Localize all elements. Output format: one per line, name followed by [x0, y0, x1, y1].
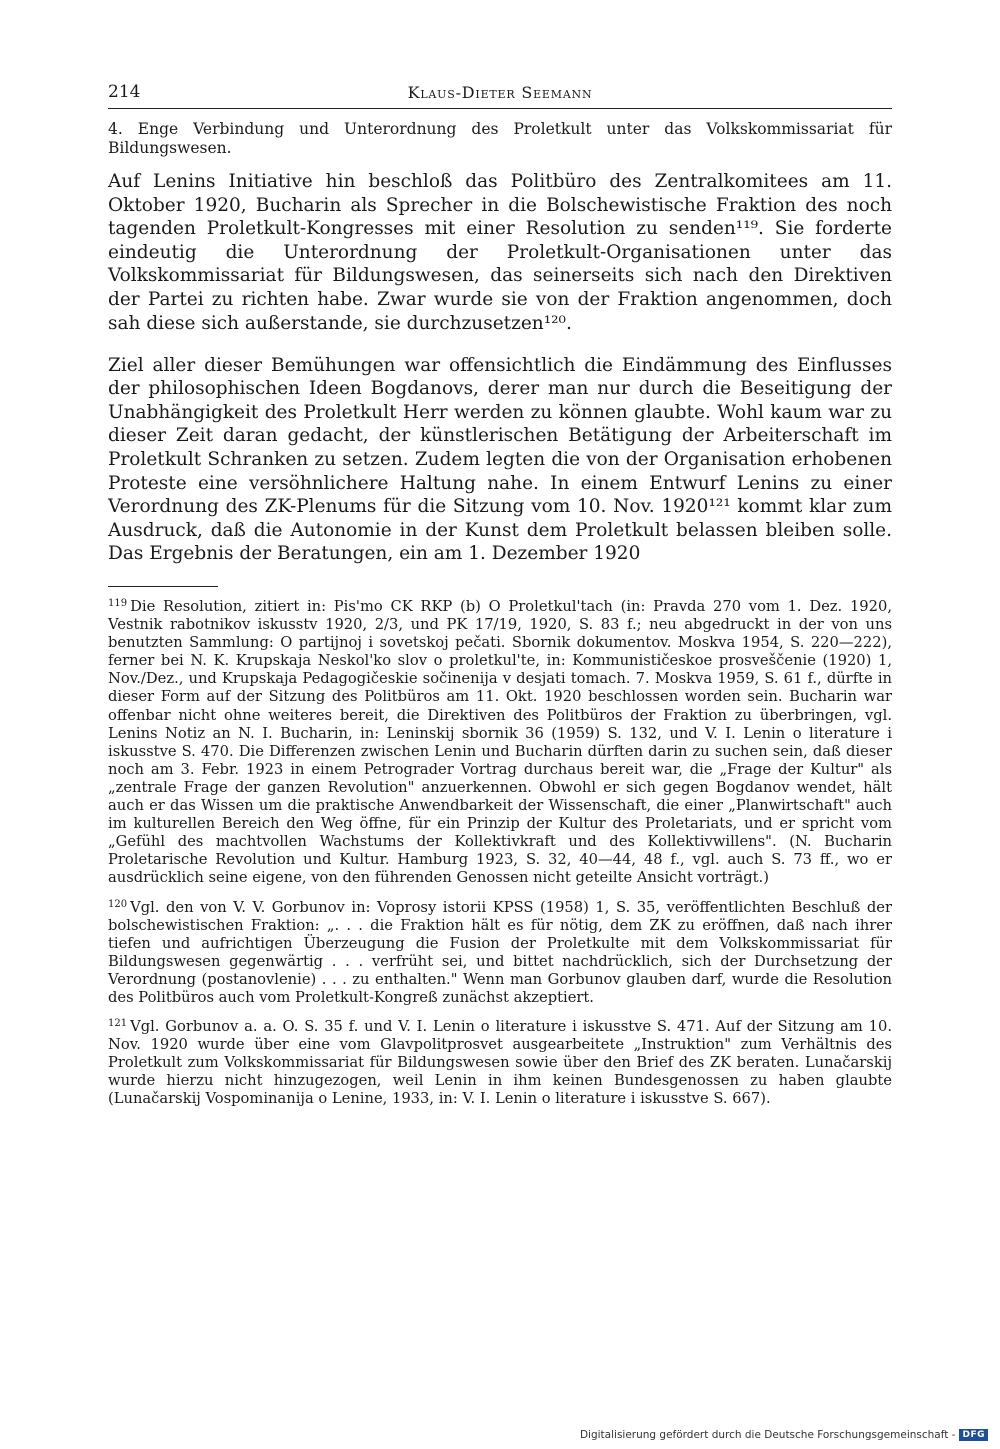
footnote: [108, 1015, 892, 1108]
list-item: 4. Enge Verbindung und Unterordnung des Proletkult unter das Volkskommissariat für Bildungswesen.: [108, 120, 892, 157]
body-paragraph: Auf Lenins Initiative hin beschloß das Politbüro des Zentralkomitees am 11. Oktober 1920, Bucharin als Sprecher in die Bolschewistische Fraktion des noch tagenden Proletkult-Kongresses mit einer Resolution zu senden¹¹⁹. Sie forderte eindeutig die Unterordnung der Proletkult-Organisationen unter das Volkskommissariat für Bildungswesen, das seinerseits sich nach den Direktiven der Partei zu richten habe. Zwar wurde sie von der Fraktion angenommen, doch sah diese sich außerstande, sie durchzusetzen¹²⁰.: [108, 171, 892, 334]
page-header: [108, 82, 892, 109]
footnote-number: 121: [108, 1018, 128, 1030]
running-head: Klaus-Dieter Seemann: [407, 83, 593, 102]
footnote-text: Vgl. den von V. V. Gorbunov in: Voprosy istorii KPSS (1958) 1, S. 35, veröffentlichten Beschluß der bolschewistischen Fraktion: „. . . die Fraktion hält es für nötig, dem ZK zu eröffnen, daß nach ihrer tiefen und aufrichtigen Überzeugung die Fusion der Proletkulte mit dem Volkskommissariat für Bildungswesen gegenwärtig . . . verfrüht sei, und bittet nachdrücklich, sich der Durchsetzung der Verordnung (postanovlenie) . . . zu enthalten." Wenn man Gorbunov glauben darf, wurde die Resolution des Politbüros auch vom Proletkult-Kongreß zunächst akzeptiert.: [108, 898, 892, 1006]
footnote: [108, 595, 892, 888]
footnote-number: 120: [108, 898, 128, 910]
page-number: 214: [108, 82, 141, 102]
body-paragraph: Ziel aller dieser Bemühungen war offensichtlich die Eindämmung des Einflusses der philosophischen Ideen Bogdanovs, derer man nur durch die Beseitigung der Unabhängigkeit des Proletkult Herr werden zu können glaubte. Wohl kaum war zu dieser Zeit daran gedacht, der künstlerischen Betätigung der Arbeiterschaft im Proletkult Schranken zu setzen. Zudem legten die von der Organisation erhobenen Proteste eine versöhnlichere Haltung nahe. In einem Entwurf Lenins zu einer Verordnung des ZK-Plenums für die Sitzung vom 10. Nov. 1920¹²¹ kommt klar zum Ausdruck, daß die Autonomie in der Kunst dem Proletkult belassen bleiben solle. Das Ergebnis der Beratungen, ein am 1. Dezember 1920: [108, 354, 892, 565]
footer-text: Digitalisierung gefördert durch die Deutsche Forschungsgemeinschaft -: [579, 1429, 956, 1441]
footnote: [108, 896, 892, 1008]
footnote-text: Vgl. Gorbunov a. a. O. S. 35 f. und V. I. Lenin o literature i iskusstve S. 471. Auf der Sitzung am 10. Nov. 1920 wurde über eine vom Glavpolitprosvet ausgearbeitete „Instruktion" zum Verhältnis des Proletkult zum Volkskommissariat für Bildungswesen sowie über den Brief des ZK beraten. Lunačarskij wurde hierzu nicht hinzugezogen, weil Lenin in ihm keinen Bundesgenossen zu haben glaubte (Lunačarskij Vospominanija o Lenine, 1933, in: V. I. Lenin o literature i iskusstve S. 667).: [108, 1018, 892, 1108]
digitization-footer: [580, 1429, 988, 1441]
footnote-rule: [108, 586, 218, 587]
footnote-text: Die Resolution, zitiert in: Pis'mo CK RKP (b) O Proletkul'tach (in: Pravda 270 vom 1. Dez. 1920, Vestnik rabotnikov iskusstv 1920, 2/3, und PK 17/19, 1920, S. 83 f.; neu abgedruckt in der von uns benutzten Sammlung: O partijnoj i sovetskoj pečati. Sbornik dokumentov. Moskva 1954, S. 220—222), ferner bei N. K. Krupskaja Neskol'ko slov o proletkul'te, in: Kommunističeskoe prosveščenie (1920) 1, Nov./Dez., und Krupskaja Pedagogičeskie sočinenija v desjati tomach. 7. Moskva 1959, S. 61 f., dürfte in dieser Form auf der Sitzung des Politbüros am 11. Okt. 1920 beschlossen worden sein. Bucharin war offenbar nicht ohne weiteres bereit, die Direktiven des Politbüros der Fraktion zu überbringen, vgl. Lenins Notiz an N. I. Bucharin, in: Leninskij sbornik 36 (1959) S. 132, und V. I. Lenin o literature i iskusstve S. 470. Die Differenzen zwischen Lenin und Bucharin dürften darin zu suchen sein, daß dieser noch am 3. Febr. 1923 in einem Petrograder Vortrag durchaus bereit war, die „Frage der Kultur" als „zentrale Frage der ganzen Revolution" anzuerkennen. Obwohl er sich gegen Bogdanov wendet, hält auch er das Wissen um die praktische Anwendbarkeit der Wissenschaft, die einer „Planwirtschaft" auch im kulturellen Bereich den Weg öffne, für ein Prinzip der Kultur des Proletariats, und er spricht vom „Gefühl des machtvollen Wachstums der Kollektivkraft und des Kollektivwillens". (N. Bucharin Proletarische Revolution und Kultur. Hamburg 1923, S. 32, 40—44, 48 f., vgl. auch S. 73 ff., wo er ausdrücklich seine eigene, von den führenden Genossen nicht geteilte Ansicht vorträgt.): [108, 598, 892, 887]
footnote-number: 119: [108, 598, 128, 609]
page: [108, 82, 892, 1109]
dfg-logo: DFG: [959, 1429, 988, 1441]
